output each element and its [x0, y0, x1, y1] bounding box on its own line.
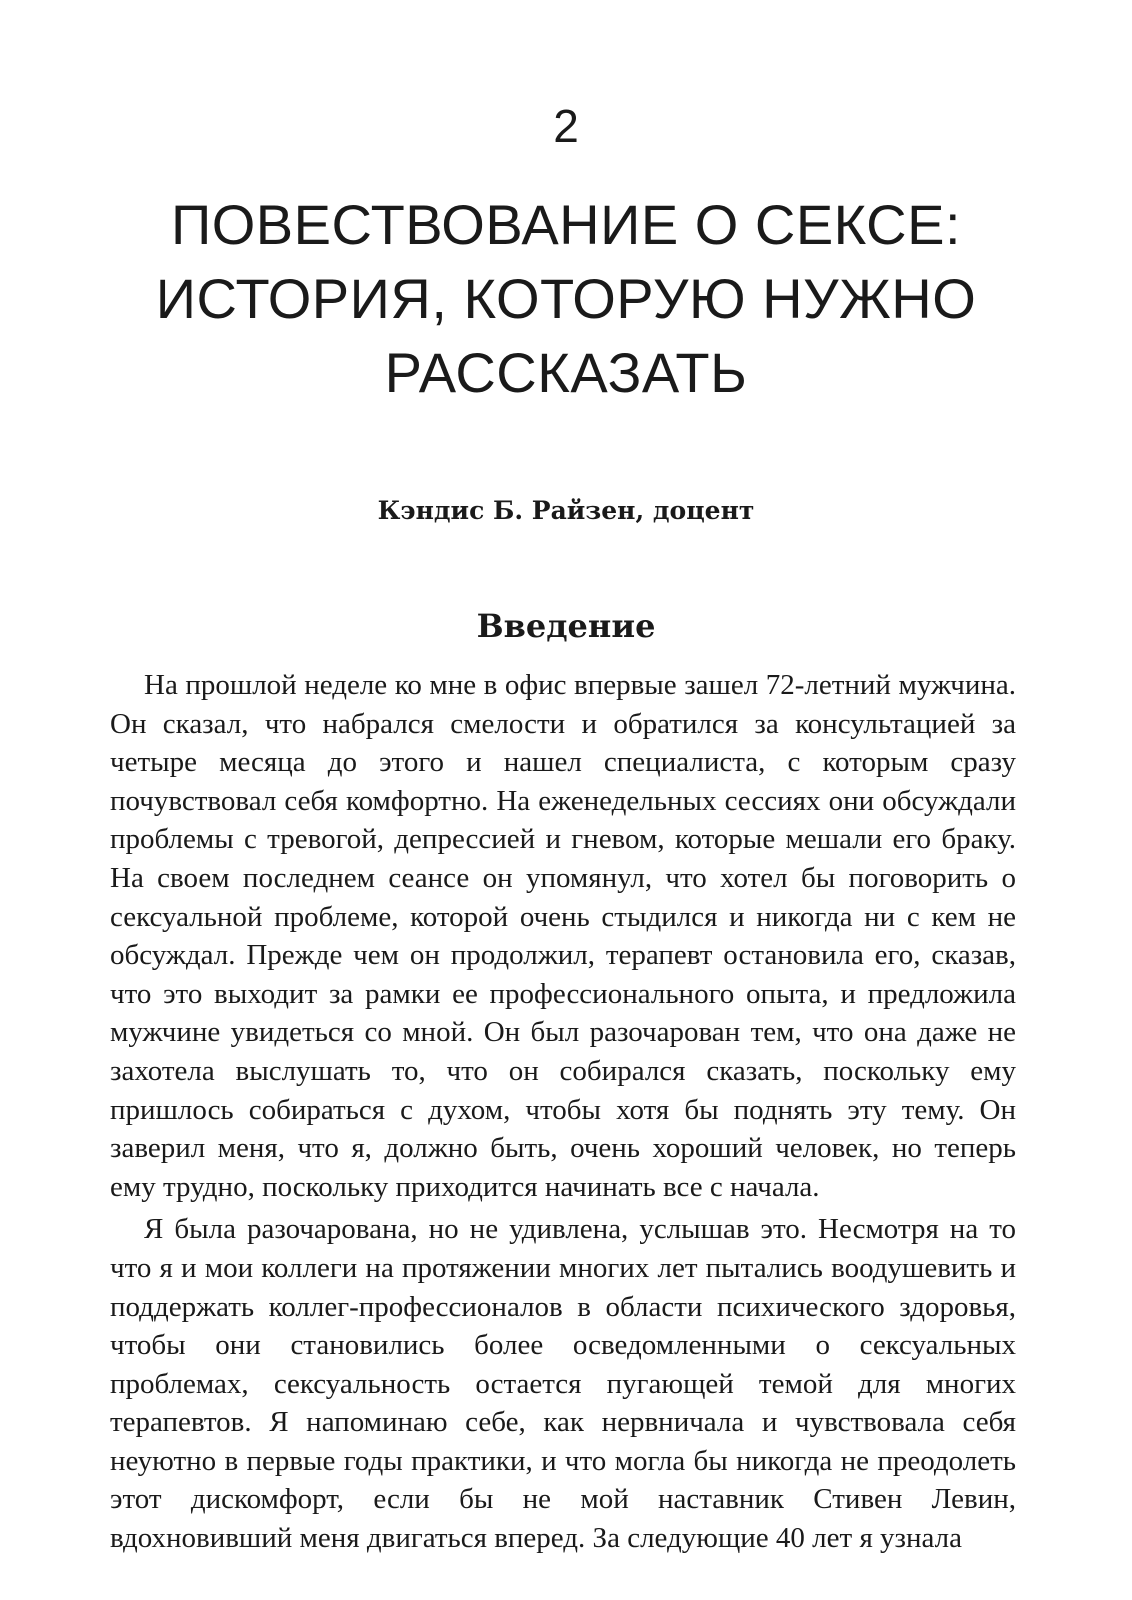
chapter-title-line: РАССКАЗАТЬ — [384, 341, 748, 404]
section-heading: Введение — [476, 607, 656, 645]
chapter-number: 2 — [553, 100, 579, 152]
chapter-title-line: ИСТОРИЯ, КОТОРУЮ НУЖНО — [155, 267, 977, 330]
chapter-author: Кэндис Б. Райзен, доцент — [377, 496, 755, 525]
chapter-title-line: ПОВЕСТВОВАНИЕ О СЕКСЕ: — [170, 193, 962, 256]
body-text — [110, 666, 1016, 1558]
paragraph: На прошлой неделе ко мне в офис впервые зашел 72-летний мужчина. Он сказал, что набрался смелости и обратился за консультацией за четыре месяца до этого и нашел специалиста, с которым сразу почувствовал себя комфортно. На еженедельных сессиях они обсуждали проблемы с тревогой, депрессией и гневом, которые мешали его браку. На своем последнем сеансе он упомянул, что хотел бы поговорить о сексуальной проблеме, которой очень стыдился и никогда ни с кем не обсуждал. Прежде чем он продолжил, терапевт остановила его, сказав, что это выходит за рамки ее профессионального опыта, и предложила мужчине увидеться со мной. Он был разочарован тем, что она даже не захотела выслушать то, что он собирался сказать, поскольку ему пришлось собираться с духом, чтобы хотя бы поднять эту тему. Он заверил меня, что я, должно быть, очень хороший человек, но теперь ему трудно, поскольку приходится начинать все с начала. — [110, 669, 1016, 1203]
chapter-title — [100, 188, 1032, 410]
paragraph: Я была разочарована, но не удивлена, услышав это. Несмотря на то что я и мои коллеги на протяжении многих лет пытались воодушевить и поддержать коллег-профессионалов в области психического здоровья, чтобы они становились более осведомленными о сексуальных проблемах, сексуальность остается пугающей темой для многих терапевтов. Я напоминаю себе, как нервничала и чувствовала себя неуютно в первые годы практики, и что могла бы никогда не преодолеть этот дискомфорт, если бы не мой наставник Стивен Левин, вдохновивший меня двигаться вперед. За следующие 40 лет я узнала — [110, 1213, 1016, 1555]
